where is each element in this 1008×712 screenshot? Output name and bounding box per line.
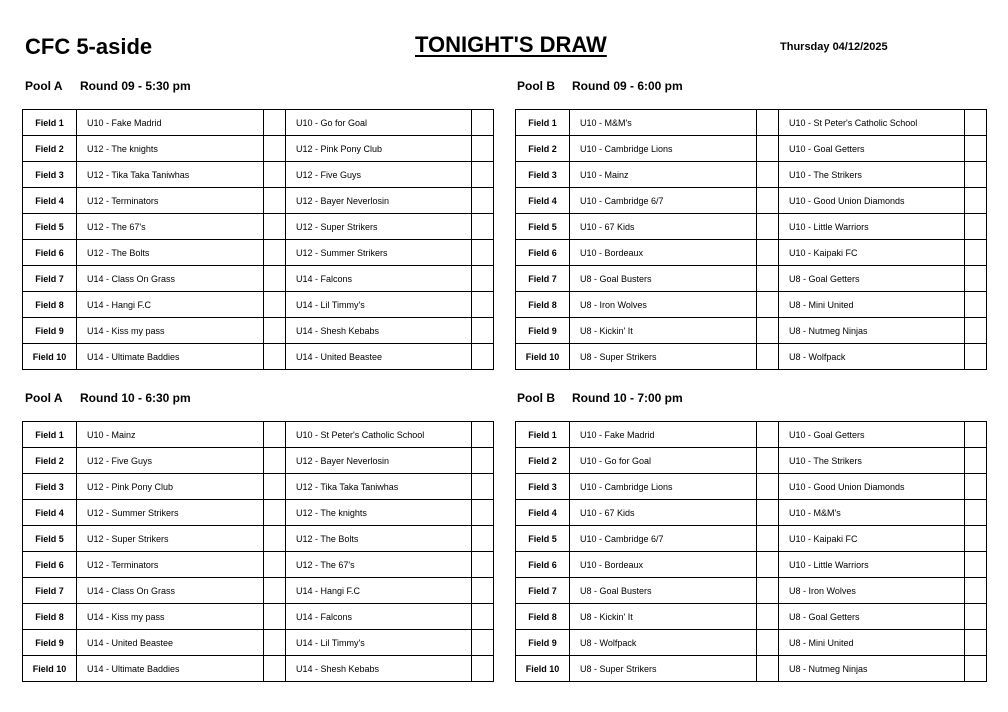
field-cell: Field 8 [23, 292, 77, 318]
field-cell: Field 6 [23, 552, 77, 578]
table-row [516, 578, 987, 604]
away-score-box [472, 188, 494, 214]
away-score-box [472, 526, 494, 552]
home-team-cell: U10 - 67 Kids [570, 214, 757, 240]
home-team-cell: U10 - Fake Madrid [570, 422, 757, 448]
home-team-cell: U12 - The 67's [77, 214, 264, 240]
home-team-cell: U10 - Mainz [570, 162, 757, 188]
section-heading [517, 79, 683, 93]
field-cell: Field 2 [516, 448, 570, 474]
table-row [516, 448, 987, 474]
away-team-cell: U10 - M&M's [779, 500, 965, 526]
home-score-box [757, 526, 779, 552]
field-cell: Field 1 [516, 422, 570, 448]
home-score-box [757, 656, 779, 682]
home-score-box [264, 448, 286, 474]
home-team-cell: U12 - Tika Taka Taniwhas [77, 162, 264, 188]
home-team-cell: U14 - United Beastee [77, 630, 264, 656]
table-row [23, 422, 494, 448]
field-cell: Field 10 [516, 344, 570, 370]
away-score-box [965, 474, 987, 500]
table-row [23, 552, 494, 578]
away-team-cell: U10 - Go for Goal [286, 110, 472, 136]
table-row [23, 162, 494, 188]
home-team-cell: U10 - Cambridge 6/7 [570, 526, 757, 552]
field-cell: Field 5 [516, 214, 570, 240]
away-score-box [965, 162, 987, 188]
home-team-cell: U14 - Class On Grass [77, 578, 264, 604]
table-row [516, 604, 987, 630]
away-team-cell: U12 - Tika Taka Taniwhas [286, 474, 472, 500]
away-score-box [472, 474, 494, 500]
away-team-cell: U12 - The Bolts [286, 526, 472, 552]
away-score-box [965, 578, 987, 604]
table-row [23, 214, 494, 240]
away-team-cell: U8 - Iron Wolves [779, 578, 965, 604]
home-score-box [757, 474, 779, 500]
home-score-box [264, 214, 286, 240]
field-cell: Field 4 [23, 500, 77, 526]
table-row [23, 630, 494, 656]
away-score-box [965, 188, 987, 214]
draw-table-pool-a-round-09 [22, 109, 494, 370]
table-row [516, 656, 987, 682]
away-team-cell: U14 - Shesh Kebabs [286, 318, 472, 344]
home-score-box [264, 578, 286, 604]
home-team-cell: U12 - The knights [77, 136, 264, 162]
away-score-box [472, 656, 494, 682]
field-cell: Field 10 [23, 656, 77, 682]
home-team-cell: U10 - Cambridge 6/7 [570, 188, 757, 214]
away-team-cell: U12 - Bayer Neverlosin [286, 448, 472, 474]
pool-label: Pool A [25, 79, 63, 93]
home-team-cell: U12 - Pink Pony Club [77, 474, 264, 500]
field-cell: Field 9 [23, 318, 77, 344]
away-team-cell: U10 - Good Union Diamonds [779, 188, 965, 214]
table-row [516, 292, 987, 318]
table-row [516, 214, 987, 240]
field-cell: Field 3 [23, 474, 77, 500]
home-team-cell: U10 - Fake Madrid [77, 110, 264, 136]
home-score-box [264, 500, 286, 526]
away-score-box [472, 318, 494, 344]
home-team-cell: U14 - Class On Grass [77, 266, 264, 292]
table-row [516, 266, 987, 292]
table-row [516, 630, 987, 656]
away-team-cell: U12 - Summer Strikers [286, 240, 472, 266]
away-score-box [472, 292, 494, 318]
home-score-box [264, 344, 286, 370]
home-team-cell: U14 - Kiss my pass [77, 604, 264, 630]
away-score-box [472, 578, 494, 604]
field-cell: Field 8 [516, 292, 570, 318]
away-team-cell: U14 - Lil Timmy's [286, 630, 472, 656]
away-team-cell: U8 - Mini United [779, 292, 965, 318]
table-row [516, 318, 987, 344]
round-label: Round 10 - 7:00 pm [572, 391, 683, 405]
field-cell: Field 2 [23, 136, 77, 162]
home-score-box [264, 422, 286, 448]
field-cell: Field 5 [23, 526, 77, 552]
draw-table-pool-b-round-09 [515, 109, 987, 370]
away-team-cell: U12 - The 67's [286, 552, 472, 578]
home-score-box [264, 474, 286, 500]
home-team-cell: U8 - Super Strikers [570, 656, 757, 682]
draw-table-pool-a-round-10 [22, 421, 494, 682]
away-team-cell: U8 - Nutmeg Ninjas [779, 318, 965, 344]
round-label: Round 10 - 6:30 pm [80, 391, 191, 405]
field-cell: Field 2 [516, 136, 570, 162]
pool-label: Pool B [517, 79, 555, 93]
away-team-cell: U12 - The knights [286, 500, 472, 526]
away-team-cell: U12 - Bayer Neverlosin [286, 188, 472, 214]
away-team-cell: U8 - Wolfpack [779, 344, 965, 370]
table-row [23, 344, 494, 370]
home-team-cell: U10 - Bordeaux [570, 240, 757, 266]
home-score-box [264, 240, 286, 266]
away-team-cell: U14 - Hangi F.C [286, 578, 472, 604]
away-score-box [965, 292, 987, 318]
field-cell: Field 9 [23, 630, 77, 656]
home-team-cell: U8 - Kickin' It [570, 318, 757, 344]
home-team-cell: U10 - M&M's [570, 110, 757, 136]
away-team-cell: U10 - St Peter's Catholic School [779, 110, 965, 136]
home-score-box [264, 136, 286, 162]
away-score-box [965, 552, 987, 578]
home-team-cell: U10 - Mainz [77, 422, 264, 448]
field-cell: Field 9 [516, 318, 570, 344]
table-row [516, 344, 987, 370]
table-row [23, 110, 494, 136]
away-team-cell: U10 - St Peter's Catholic School [286, 422, 472, 448]
home-score-box [264, 188, 286, 214]
home-team-cell: U12 - The Bolts [77, 240, 264, 266]
away-score-box [965, 240, 987, 266]
home-team-cell: U10 - Cambridge Lions [570, 474, 757, 500]
home-team-cell: U8 - Wolfpack [570, 630, 757, 656]
home-team-cell: U10 - Cambridge Lions [570, 136, 757, 162]
table-row [516, 422, 987, 448]
home-score-box [757, 448, 779, 474]
away-team-cell: U14 - Falcons [286, 604, 472, 630]
away-score-box [472, 266, 494, 292]
table-row [23, 240, 494, 266]
field-cell: Field 5 [23, 214, 77, 240]
pool-label: Pool B [517, 391, 555, 405]
home-team-cell: U14 - Hangi F.C [77, 292, 264, 318]
home-score-box [757, 630, 779, 656]
away-score-box [472, 422, 494, 448]
field-cell: Field 9 [516, 630, 570, 656]
home-team-cell: U12 - Terminators [77, 188, 264, 214]
table-row [516, 552, 987, 578]
home-score-box [757, 604, 779, 630]
away-score-box [472, 240, 494, 266]
field-cell: Field 5 [516, 526, 570, 552]
field-cell: Field 10 [516, 656, 570, 682]
home-team-cell: U8 - Goal Busters [570, 578, 757, 604]
away-score-box [472, 630, 494, 656]
home-score-box [757, 552, 779, 578]
away-score-box [965, 448, 987, 474]
table-row [516, 110, 987, 136]
home-score-box [757, 188, 779, 214]
table-row [516, 188, 987, 214]
away-score-box [472, 136, 494, 162]
home-team-cell: U10 - Bordeaux [570, 552, 757, 578]
away-team-cell: U10 - The Strikers [779, 162, 965, 188]
home-score-box [264, 526, 286, 552]
home-score-box [757, 344, 779, 370]
away-team-cell: U10 - Kaipaki FC [779, 526, 965, 552]
away-score-box [472, 110, 494, 136]
away-team-cell: U10 - Goal Getters [779, 136, 965, 162]
table-row [23, 474, 494, 500]
table-row [23, 500, 494, 526]
home-score-box [757, 162, 779, 188]
home-team-cell: U8 - Iron Wolves [570, 292, 757, 318]
away-team-cell: U14 - Falcons [286, 266, 472, 292]
home-score-box [757, 578, 779, 604]
field-cell: Field 1 [516, 110, 570, 136]
field-cell: Field 2 [23, 448, 77, 474]
home-team-cell: U12 - Five Guys [77, 448, 264, 474]
home-score-box [264, 656, 286, 682]
field-cell: Field 3 [516, 162, 570, 188]
home-score-box [757, 266, 779, 292]
away-score-box [472, 448, 494, 474]
away-team-cell: U8 - Goal Getters [779, 266, 965, 292]
page-title: TONIGHT'S DRAW [415, 32, 607, 57]
away-score-box [965, 500, 987, 526]
home-score-box [757, 500, 779, 526]
draw-date: Thursday 04/12/2025 [780, 41, 888, 53]
away-score-box [965, 266, 987, 292]
home-score-box [264, 318, 286, 344]
table-row [23, 136, 494, 162]
away-team-cell: U10 - The Strikers [779, 448, 965, 474]
table-row [23, 604, 494, 630]
field-cell: Field 10 [23, 344, 77, 370]
away-team-cell: U14 - Shesh Kebabs [286, 656, 472, 682]
field-cell: Field 7 [23, 578, 77, 604]
field-cell: Field 4 [23, 188, 77, 214]
field-cell: Field 8 [23, 604, 77, 630]
home-score-box [264, 604, 286, 630]
home-score-box [264, 630, 286, 656]
away-score-box [965, 110, 987, 136]
away-score-box [472, 162, 494, 188]
home-team-cell: U14 - Kiss my pass [77, 318, 264, 344]
home-score-box [757, 110, 779, 136]
home-score-box [264, 110, 286, 136]
home-team-cell: U14 - Ultimate Baddies [77, 344, 264, 370]
away-team-cell: U10 - Good Union Diamonds [779, 474, 965, 500]
home-team-cell: U8 - Goal Busters [570, 266, 757, 292]
table-row [23, 448, 494, 474]
field-cell: Field 7 [516, 266, 570, 292]
away-team-cell: U10 - Kaipaki FC [779, 240, 965, 266]
table-row [23, 526, 494, 552]
away-score-box [965, 604, 987, 630]
home-score-box [264, 292, 286, 318]
field-cell: Field 6 [23, 240, 77, 266]
away-score-box [472, 344, 494, 370]
away-score-box [965, 656, 987, 682]
home-score-box [757, 422, 779, 448]
round-label: Round 09 - 5:30 pm [80, 79, 191, 93]
field-cell: Field 3 [516, 474, 570, 500]
field-cell: Field 1 [23, 110, 77, 136]
away-score-box [472, 214, 494, 240]
field-cell: Field 8 [516, 604, 570, 630]
section-heading [517, 391, 683, 405]
away-score-box [965, 318, 987, 344]
field-cell: Field 4 [516, 188, 570, 214]
away-score-box [965, 630, 987, 656]
table-row [516, 526, 987, 552]
table-row [23, 578, 494, 604]
away-team-cell: U12 - Super Strikers [286, 214, 472, 240]
away-team-cell: U10 - Little Warriors [779, 214, 965, 240]
away-team-cell: U8 - Goal Getters [779, 604, 965, 630]
away-team-cell: U8 - Mini United [779, 630, 965, 656]
away-team-cell: U14 - United Beastee [286, 344, 472, 370]
home-team-cell: U14 - Ultimate Baddies [77, 656, 264, 682]
field-cell: Field 1 [23, 422, 77, 448]
table-row [516, 162, 987, 188]
home-team-cell: U8 - Kickin' It [570, 604, 757, 630]
away-score-box [472, 552, 494, 578]
home-team-cell: U12 - Terminators [77, 552, 264, 578]
away-team-cell: U14 - Lil Timmy's [286, 292, 472, 318]
section-heading [25, 79, 191, 93]
home-team-cell: U10 - Go for Goal [570, 448, 757, 474]
home-score-box [757, 318, 779, 344]
away-score-box [965, 136, 987, 162]
home-score-box [757, 240, 779, 266]
field-cell: Field 6 [516, 240, 570, 266]
table-row [23, 188, 494, 214]
table-row [516, 136, 987, 162]
field-cell: Field 3 [23, 162, 77, 188]
table-row [23, 292, 494, 318]
home-score-box [757, 214, 779, 240]
table-row [516, 240, 987, 266]
field-cell: Field 4 [516, 500, 570, 526]
home-team-cell: U10 - 67 Kids [570, 500, 757, 526]
table-row [23, 266, 494, 292]
away-team-cell: U10 - Little Warriors [779, 552, 965, 578]
away-score-box [965, 526, 987, 552]
table-row [23, 656, 494, 682]
table-row [516, 474, 987, 500]
field-cell: Field 7 [23, 266, 77, 292]
away-score-box [965, 422, 987, 448]
home-team-cell: U12 - Summer Strikers [77, 500, 264, 526]
home-score-box [757, 136, 779, 162]
draw-table-pool-b-round-10 [515, 421, 987, 682]
home-team-cell: U8 - Super Strikers [570, 344, 757, 370]
club-name: CFC 5-aside [25, 34, 153, 59]
round-label: Round 09 - 6:00 pm [572, 79, 683, 93]
home-team-cell: U12 - Super Strikers [77, 526, 264, 552]
away-team-cell: U10 - Goal Getters [779, 422, 965, 448]
home-score-box [264, 266, 286, 292]
pool-label: Pool A [25, 391, 63, 405]
away-team-cell: U8 - Nutmeg Ninjas [779, 656, 965, 682]
home-score-box [757, 292, 779, 318]
section-heading [25, 391, 191, 405]
away-team-cell: U12 - Five Guys [286, 162, 472, 188]
home-score-box [264, 162, 286, 188]
away-score-box [472, 500, 494, 526]
table-row [23, 318, 494, 344]
away-score-box [472, 604, 494, 630]
away-score-box [965, 214, 987, 240]
field-cell: Field 6 [516, 552, 570, 578]
home-score-box [264, 552, 286, 578]
away-team-cell: U12 - Pink Pony Club [286, 136, 472, 162]
field-cell: Field 7 [516, 578, 570, 604]
table-row [516, 500, 987, 526]
away-score-box [965, 344, 987, 370]
